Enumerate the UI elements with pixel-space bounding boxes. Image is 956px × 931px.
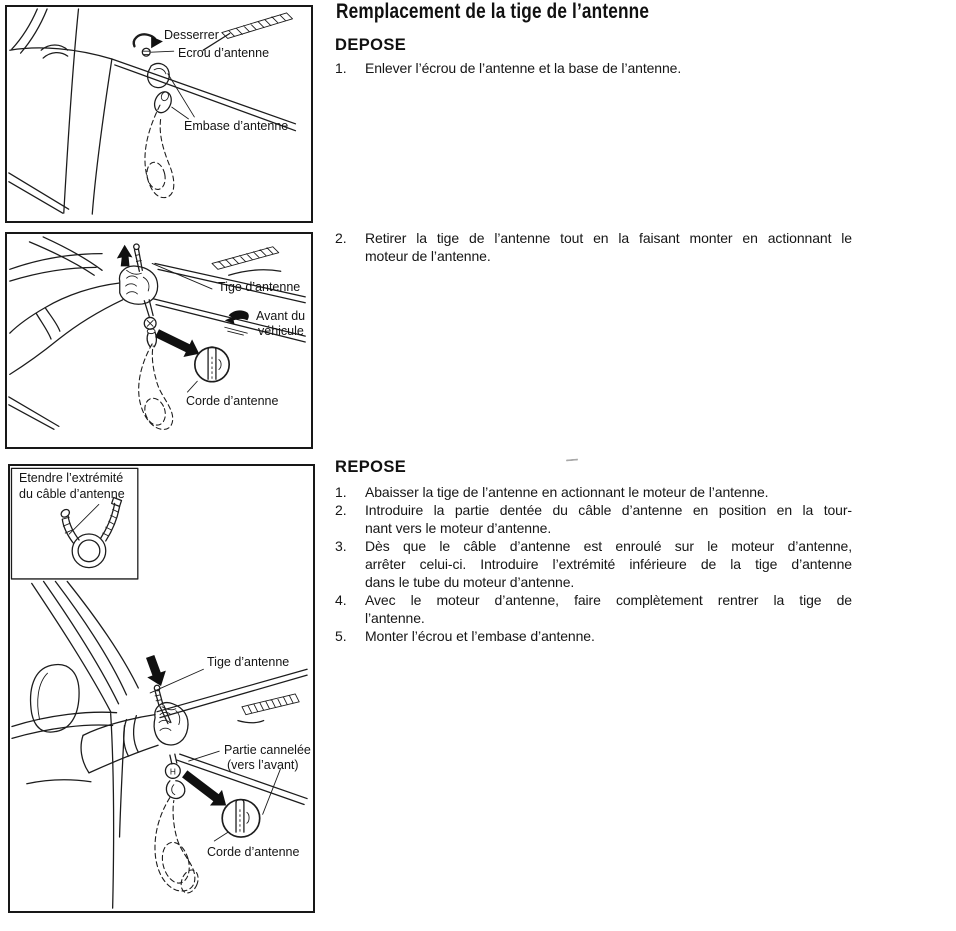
loosen-rotate-arrow-icon (134, 34, 163, 48)
label-etendre-1: Etendre l’extrémité (19, 471, 124, 485)
step-number: 2. (335, 230, 347, 246)
antenna-nut-drawing (142, 48, 173, 56)
step-line: Retirer la tige de l’antenne tout en la faisant monter en actionnant le (365, 230, 852, 246)
step-number: 3. (335, 538, 347, 554)
label-partie-cannelee-1: Partie cannelée (224, 743, 311, 757)
windshield-cowl-lines (157, 669, 307, 804)
label-corde-antenne: Corde d’antenne (207, 845, 300, 859)
label-partie-cannelee-2: (vers l’avant) (227, 758, 299, 772)
figure-antenna-rod-install (8, 464, 315, 913)
coiled-cable-drawing (60, 498, 122, 568)
label-etendre-2: du câble d’antenne (19, 487, 125, 501)
label-desserrer: Desserrer (164, 28, 219, 42)
antenna-rod-drawing (154, 685, 177, 764)
car-pillar-and-seat-outline (12, 581, 138, 908)
repose-step-3 (335, 537, 852, 591)
step-line: dans le tube du moteur d’antenne. (365, 574, 575, 590)
scan-artifact-mark (566, 458, 578, 461)
figure-1-drawing (7, 7, 311, 221)
antenna-rod-drawing (134, 244, 153, 316)
figure-antenna-rod-removal (5, 232, 313, 449)
label-ecrou-antenne: Ecrou d’antenne (178, 46, 270, 60)
repose-step-5 (335, 627, 852, 645)
depose-step-1 (335, 59, 852, 77)
label-tige-antenne: Tige d’antenne (207, 655, 290, 669)
step-line: l’antenne. (365, 610, 425, 626)
repose-step-2 (335, 501, 852, 537)
repose-step-4 (335, 591, 852, 627)
hood-vent-grille-icon (212, 247, 279, 270)
step-line: Introduire la partie dentée du câble d’antenne en position en la tour- (365, 502, 852, 518)
step-number: 1. (335, 60, 347, 76)
arm-sleeve (81, 715, 158, 773)
step-number: 4. (335, 592, 347, 608)
depose-heading: DEPOSE (335, 36, 407, 54)
rod-joint-drawing (144, 317, 156, 346)
antenna-cable-dashed (155, 798, 201, 896)
step-line: nant vers le moteur d’antenne. (365, 520, 552, 536)
step-line: moteur de l’antenne. (365, 248, 491, 264)
figure-2-drawing (7, 234, 311, 447)
step-line: Monter l’écrou et l’embase d’antenne. (365, 628, 595, 644)
hood-vent-grille-icon (222, 13, 293, 39)
label-embase-antenne: Embase d’antenne (184, 119, 289, 133)
label-avant-vehicule-1: Avant du (256, 309, 306, 323)
depose-step-2 (335, 229, 852, 265)
step-line: Abaisser la tige de l’antenne en actionnant le moteur de l’antenne. (365, 484, 769, 500)
detail-inset-circle (214, 800, 259, 841)
down-arrow-icon (146, 655, 166, 686)
joint-h-mark: H (169, 766, 176, 777)
step-line: Dès que le câble d’antenne est enroulé sur le moteur d’antenne, (365, 538, 852, 554)
rod-end-hook (166, 781, 184, 799)
tige-leader-line (152, 263, 212, 289)
repose-step-1 (335, 483, 852, 501)
page-title: Remplacement de la tige de l’antenne (336, 0, 650, 23)
step-line: Enlever l’écrou de l’antenne et la base de l’antenne. (365, 60, 682, 76)
step-number: 1. (335, 484, 347, 500)
label-corde-antenne: Corde d’antenne (186, 394, 279, 408)
step-number: 2. (335, 502, 347, 518)
arm-sleeve (10, 283, 123, 374)
antenna-cable-dashed (145, 105, 174, 197)
repose-heading: REPOSE (335, 458, 407, 476)
antenna-cable-dashed (139, 344, 173, 429)
step-line: Avec le moteur d’antenne, faire complètement rentrer la tige de (365, 592, 852, 608)
label-avant-vehicule-2: véhicule (258, 324, 304, 338)
hood-vent-grille-icon (242, 694, 299, 715)
repose-steps (335, 483, 852, 645)
hand-gripping-rod (154, 703, 188, 745)
rod-joint-H (165, 764, 180, 779)
step-number: 5. (335, 628, 347, 644)
hand-gripping-rod (119, 266, 157, 304)
label-tige-antenne: Tige d’antenne (218, 280, 301, 294)
up-arrow-icon (117, 245, 133, 267)
figure-antenna-nut-removal (5, 5, 313, 223)
detail-pointer-arrow-icon (155, 329, 199, 357)
step-line: arrêter celui-ci. Introduire l’extrémité inférieure de la tige d’antenne (365, 556, 852, 572)
